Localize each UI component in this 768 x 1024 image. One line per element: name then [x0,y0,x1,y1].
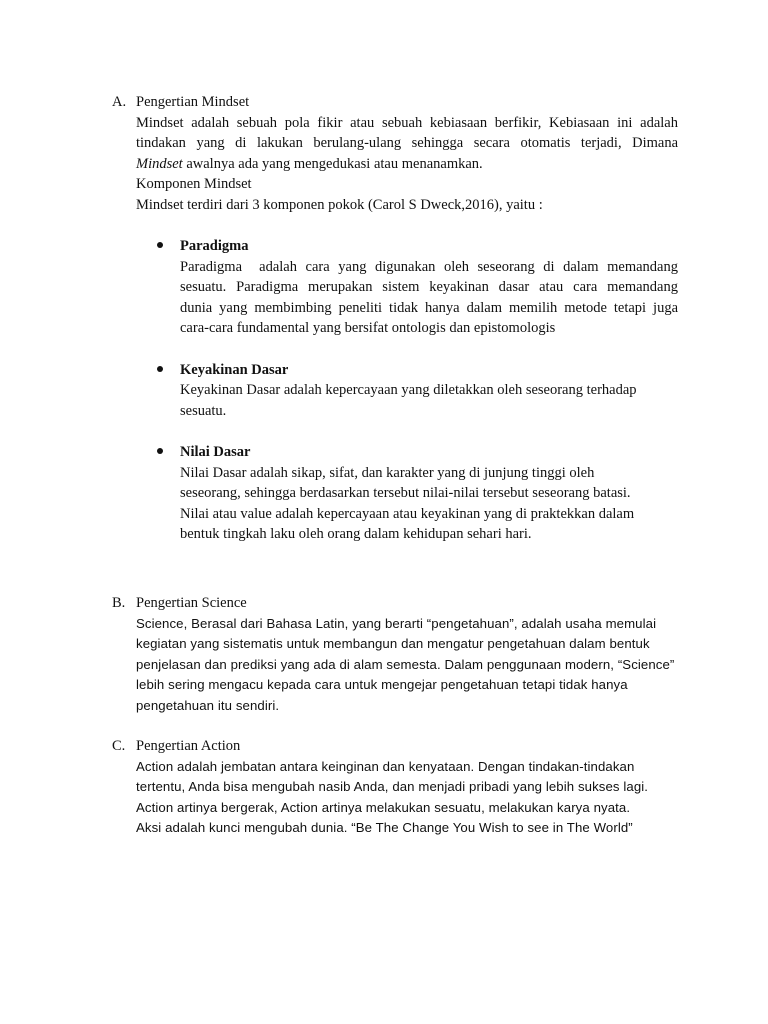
bullet-keyakinan-dasar [155,360,678,422]
section-b-title: Pengertian Science [136,595,247,611]
bullet-line: Nilai Dasar adalah sikap, sifat, dan karakter yang di junjung tinggi oleh [180,464,595,481]
section-c-line: Aksi adalah kunci mengubah dunia. “Be The Change You Wish to see in The World” [136,820,633,836]
mindset-italic-word: Mindset [136,155,183,172]
section-a-line-3 [136,154,678,175]
bullet-title: Keyakinan Dasar [180,361,289,378]
section-b-line: penjelasan dan prediksi yang ada di alam semesta. Dalam penggunaan modern, “Science” [136,656,675,672]
bullet-line: sesuatu. Paradigma merupakan sistem keyakinan dasar atau cara memandang [180,279,678,296]
section-b-line: Science, Berasal dari Bahasa Latin, yang berarti “pengetahuan”, adalah usaha memulai [136,615,657,631]
bullet-dot-icon [157,242,163,248]
section-c [112,736,678,839]
section-a [112,92,678,216]
section-a-line-3-rest: awalnya ada yang mengedukasi atau menanamkan. [182,155,483,172]
bullet-paradigma [155,236,678,339]
bullet-line: cara-cara fundamental yang bersifat ontologis dan epistomologis [180,320,556,337]
section-a-heading [112,92,678,113]
section-a-title: Pengertian Mindset [136,94,250,110]
section-b-heading [112,593,678,614]
section-b-line: kegiatan yang sistematis untuk membangun dan mengatur pengetahuan dalam bentuk [136,636,650,652]
bullet-dot-icon [157,448,163,454]
section-c-line: Action artinya bergerak, Action artinya melakukan sesuatu, melakukan karya nyata. [136,799,631,815]
section-c-title: Pengertian Action [136,738,241,754]
bullet-line: bentuk tingkah laku oleh orang dalam kehidupan sehari hari. [180,526,532,543]
komponen-intro: Mindset terdiri dari 3 komponen pokok (Carol S Dweck,2016), yaitu : [136,196,543,213]
bullet-line: sesuatu. [180,402,227,419]
bullet-line: Paradigma adalah cara yang digunakan oleh seseorang di dalam memandang [180,258,678,275]
section-a-line-2: tindakan yang di lakukan berulang-ulang sehingga secara otomatis terjadi, Dimana [136,135,678,152]
section-b [112,593,678,717]
section-c-letter: C. [112,738,126,754]
section-c-heading [112,736,678,757]
section-a-letter: A. [112,94,127,110]
section-c-paragraph [136,757,678,839]
section-c-line: tertentu, Anda bisa mengubah nasib Anda, dan menjadi pribadi yang lebih sukses lagi. [136,779,649,795]
section-b-line: lebih sering mengacu kepada cara untuk mengejar pengetahuan tetapi tidak hanya [136,677,628,693]
section-b-letter: B. [112,595,126,611]
section-b-line: pengetahuan itu sendiri. [136,697,280,713]
bullet-title: Nilai Dasar [180,443,251,460]
bullet-line: seseorang, sehingga berdasarkan tersebut nilai-nilai tersebut seseorang batasi. [180,485,631,502]
bullet-line: Nilai atau value adalah kepercayaan atau keyakinan yang di praktekkan dalam [180,505,635,522]
komponen-heading: Komponen Mindset [136,176,252,193]
section-c-line: Action adalah jembatan antara keinginan dan kenyataan. Dengan tindakan-tindakan [136,758,635,774]
bullet-line: Keyakinan Dasar adalah kepercayaan yang diletakkan oleh seseorang terhadap [180,382,637,399]
bullet-nilai-dasar [155,442,678,545]
section-a-paragraph [136,113,678,216]
section-b-paragraph [136,614,678,717]
bullet-dot-icon [157,366,163,372]
bullet-title: Paradigma [180,238,249,254]
komponen-bullet-list [155,236,678,566]
bullet-line: dunia yang membimbing peneliti tidak hanya dalam memilih metode tetapi juga [180,299,678,316]
section-a-line-1: Mindset adalah sebuah pola fikir atau sebuah kebiasaan berfikir, Kebiasaan ini adalah [136,114,678,131]
